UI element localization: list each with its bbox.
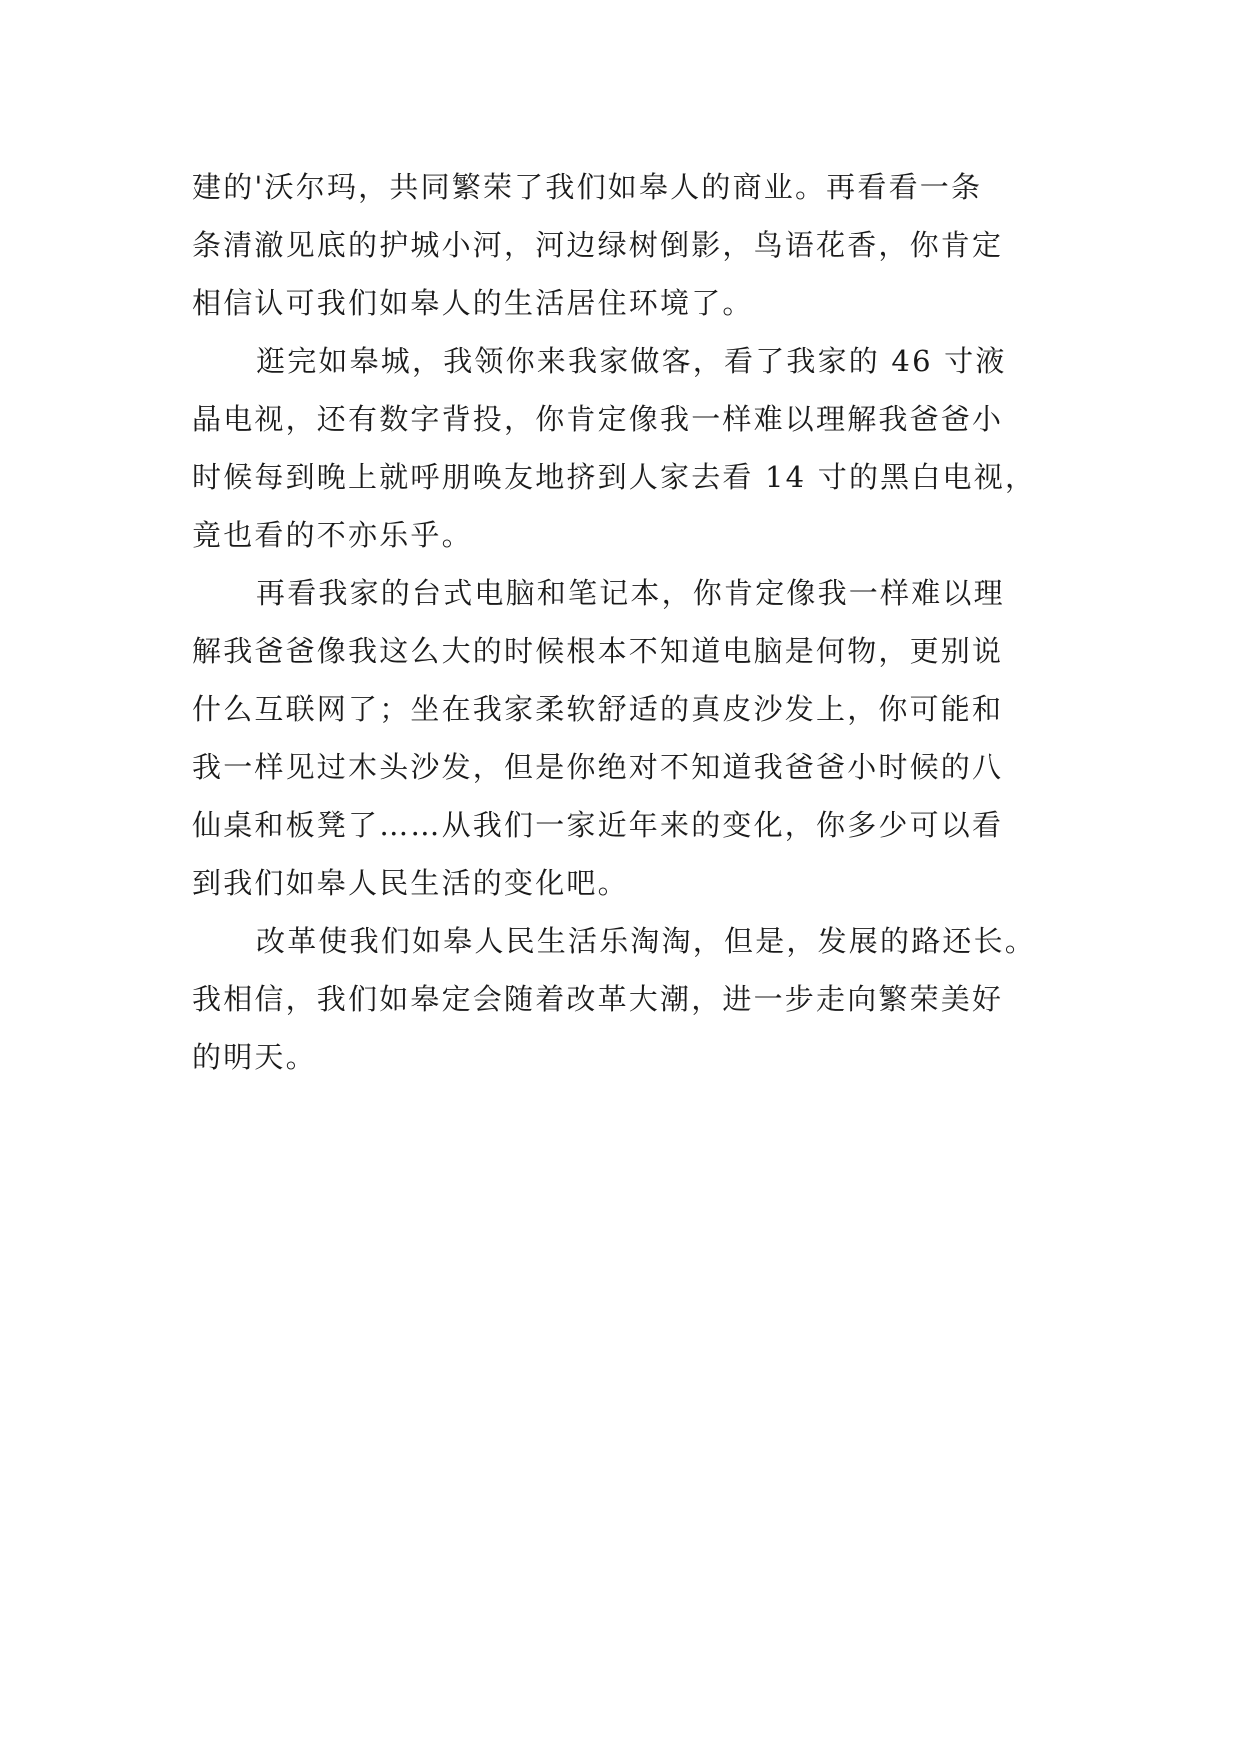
- text-line: 的明天。: [192, 1040, 317, 1074]
- text-line: 晶电视，还有数字背投，你肯定像我一样难以理解我爸爸小: [192, 402, 1004, 436]
- paragraph-3: [192, 564, 1052, 912]
- paragraph-2: [192, 332, 1052, 564]
- text-line: 改革使我们如皋人民生活乐淘淘，但是，发展的路还长。: [256, 924, 1037, 958]
- document-body: [192, 158, 1052, 1086]
- text-line: 时候每到晚上就呼朋唤友地挤到人家去看 14 寸的黑白电视，: [192, 460, 1037, 494]
- text-line: 再看我家的台式电脑和笔记本，你肯定像我一样难以理: [256, 576, 1005, 610]
- paragraph-4: [192, 912, 1052, 1086]
- text-line: 逛完如皋城，我领你来我家做客，看了我家的 46 寸液: [256, 344, 1007, 378]
- text-line: 我相信，我们如皋定会随着改革大潮，进一步走向繁荣美好: [192, 982, 1004, 1016]
- text-line: 到我们如皋人民生活的变化吧。: [192, 866, 629, 900]
- text-line: 什么互联网了；坐在我家柔软舒适的真皮沙发上，你可能和: [192, 692, 1004, 726]
- text-line: 解我爸爸像我这么大的时候根本不知道电脑是何物，更别说: [192, 634, 1004, 668]
- text-line: 我一样见过木头沙发，但是你绝对不知道我爸爸小时候的八: [192, 750, 1004, 784]
- paragraph-1: [192, 158, 1052, 332]
- text-line: 仙桌和板凳了……从我们一家近年来的变化，你多少可以看: [192, 808, 1004, 842]
- text-line: 建的'沃尔玛，共同繁荣了我们如皋人的商业。再看看一条: [192, 170, 983, 204]
- text-line: 竟也看的不亦乐乎。: [192, 518, 473, 552]
- text-line: 条清澈见底的护城小河，河边绿树倒影，鸟语花香，你肯定: [192, 228, 1004, 262]
- text-line: 相信认可我们如皋人的生活居住环境了。: [192, 286, 754, 320]
